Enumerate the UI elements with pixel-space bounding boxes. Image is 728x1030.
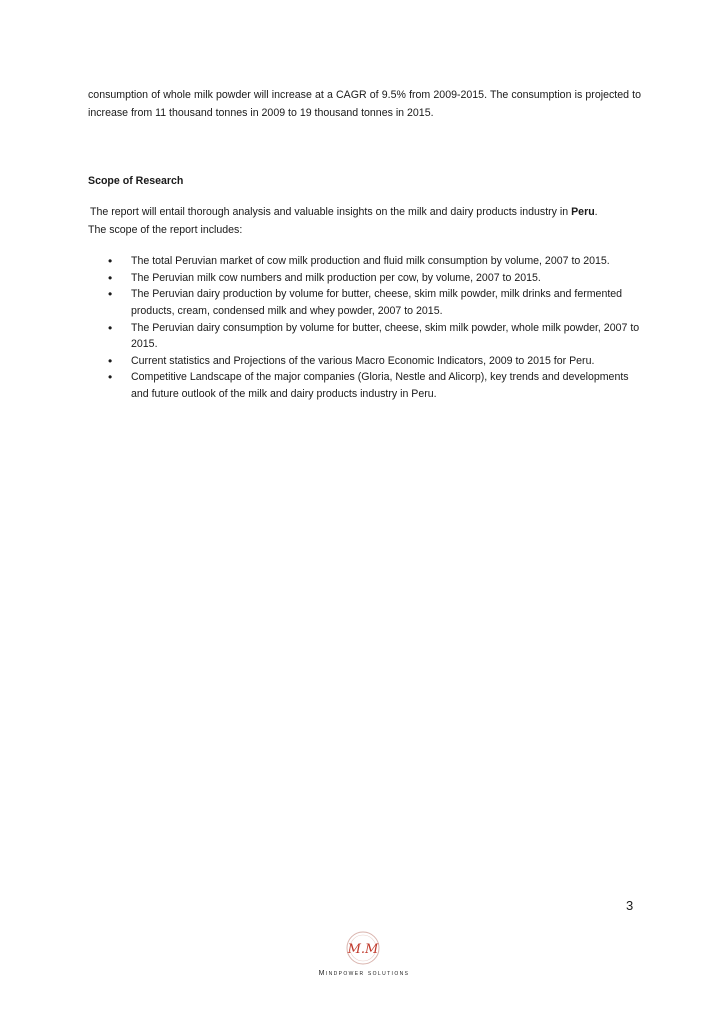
- list-item-text: Competitive Landscape of the major companies (Gloria, Nestle and Alicorp), key trends and developments and future outlook of the milk and dairy products industry in Peru.: [131, 371, 629, 400]
- company-logo-text: Mindpower solutions: [318, 970, 410, 977]
- intro-line-1: [88, 203, 648, 221]
- country-name: Peru: [571, 206, 595, 218]
- bullet-icon: •: [108, 254, 113, 268]
- section-heading: Scope of Research: [88, 175, 184, 187]
- list-item: [108, 286, 648, 319]
- list-item: [108, 353, 648, 369]
- svg-text:M.M: M.M: [347, 942, 379, 957]
- list-item: [108, 369, 648, 402]
- intro-text: The report will entail thorough analysis and valuable insights on the milk and dairy products industry in: [90, 206, 572, 218]
- list-item-text: The Peruvian dairy consumption by volume for butter, cheese, skim milk powder, whole milk powder, 2007 to 2015.: [131, 321, 640, 350]
- scope-list: [108, 253, 648, 402]
- bullet-icon: •: [108, 270, 113, 285]
- list-item: [108, 270, 648, 286]
- list-item: [108, 253, 648, 269]
- page-number: 3: [626, 898, 634, 913]
- bullet-icon: •: [108, 353, 113, 368]
- list-item-text: Current statistics and Projections of the various Macro Economic Indicators, 2009 to 2015 for Peru.: [131, 354, 595, 367]
- bullet-icon: •: [108, 320, 113, 335]
- list-item-text: The total Peruvian market of cow milk production and fluid milk consumption by volume, 2007 to 2015.: [131, 255, 610, 267]
- intro-period: .: [594, 206, 598, 218]
- company-logo-icon: [341, 928, 385, 968]
- bullet-icon: •: [108, 287, 113, 302]
- list-item: [108, 320, 648, 353]
- list-item-text: The Peruvian milk cow numbers and milk production per cow, by volume, 2007 to 2015.: [131, 271, 541, 284]
- intro-paragraph: consumption of whole milk powder will increase at a CAGR of 9.5% from 2009-2015. The consumption is projected to increase from 11 thousand tonnes in 2009 to 19 thousand tonnes in 2015.: [88, 89, 641, 119]
- bullet-icon: •: [108, 370, 113, 385]
- intro-line-2: The scope of the report includes:: [88, 224, 243, 236]
- list-item-text: The Peruvian dairy production by volume for butter, cheese, skim milk powder, milk drinks and fermented products, cream, condensed milk and whey powder, 2007 to 2015.: [131, 288, 623, 317]
- section-intro: [88, 203, 648, 239]
